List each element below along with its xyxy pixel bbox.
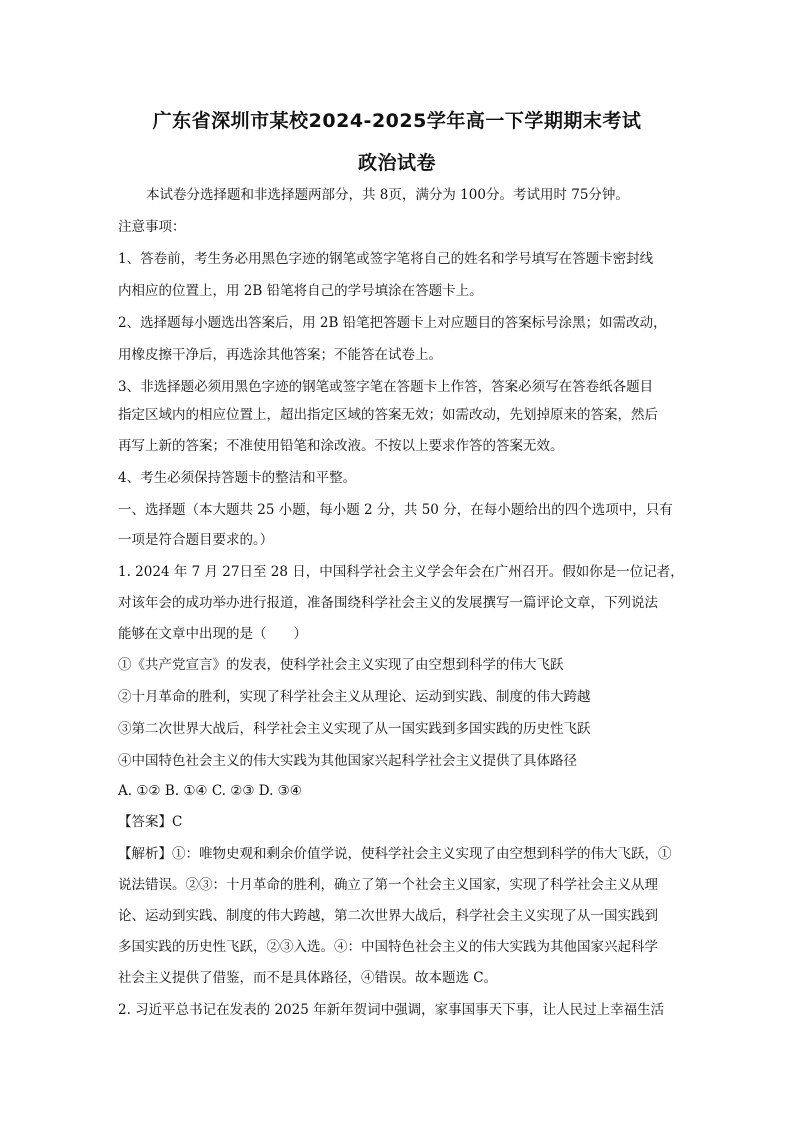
notes-line: 2、选择题每小题选出答案后，用 2B 铅笔把答题卡上对应题目的答案标号涂黑；如需改动， bbox=[118, 315, 667, 331]
analysis-line: 说法错误。②③：十月革命的胜利，确立了第一个社会主义国家，实现了科学社会主义从理 bbox=[118, 877, 658, 893]
question-stem: 对该年会的成功举办进行报道，准备围绕科学社会主义的发展撰写一篇评论文章，下列说法 bbox=[118, 595, 658, 611]
question-item: ②十月革命的胜利，实现了科学社会主义从理论、运动到实践、制度的伟大跨越 bbox=[118, 689, 591, 705]
notes-line: 指定区域内的相应位置上，超出指定区域的答案无效；如需改动，先划掉原来的答案，然后 bbox=[118, 407, 658, 423]
notes-line: 1、答卷前，考生务必用黑色字迹的钢笔或签字笔将自己的姓名和学号填写在答题卡密封线 bbox=[118, 251, 654, 267]
section-heading: 一项是符合题目要求的。） bbox=[118, 532, 274, 548]
answer-options: A. ①② B. ①④ C. ②③ D. ③④ bbox=[118, 783, 302, 799]
answer-key: 【答案】C bbox=[118, 814, 183, 830]
question-stem: 2. 习近平总书记在发表的 2025 年新年贺词中强调，家事国事天下事，让人民过上幸福生活 bbox=[118, 1002, 665, 1018]
analysis-line: 多国实践的历史性飞跃，②③入选。④：中国特色社会主义的伟大实践为其他国家兴起科学 bbox=[118, 939, 658, 955]
question-item: ④中国特色社会主义的伟大实践为其他国家兴起科学社会主义提供了具体路径 bbox=[118, 753, 577, 769]
analysis-line: 社会主义提供了借鉴，而不是具体路径，④错误。故本题选 C。 bbox=[118, 970, 498, 986]
notes-line: 4、考生必须保持答题卡的整洁和平整。 bbox=[118, 470, 357, 486]
notes-heading: 注意事项： bbox=[118, 219, 186, 235]
exam-title: 广东省深圳市某校2024-2025学年高一下学期期末考试 bbox=[152, 110, 642, 132]
analysis-line: 【解析】①：唯物史观和剩余价值学说，使科学社会主义实现了由空想到科学的伟大飞跃，① bbox=[118, 846, 672, 862]
notes-line: 再写上新的答案；不准使用铅笔和涂改液。不按以上要求作答的答案无效。 bbox=[118, 438, 564, 454]
question-stem: 1. 2024 年 7 月 27日至 28 日，中国科学社会主义学会年会在广州召开。假如你是一位记者， bbox=[118, 564, 684, 580]
notes-line: 3、非选择题必须用黑色字迹的钢笔或签字笔在答题卡上作答，答案必须写在答卷纸各题目 bbox=[118, 379, 654, 395]
question-item: ①《共产党宣言》的发表，使科学社会主义实现了由空想到科学的伟大飞跃 bbox=[118, 657, 564, 673]
intro-text: 本试卷分选择题和非选择题两部分，共 8页，满分为 100分。考试用时 75分钟。 bbox=[146, 187, 629, 203]
notes-line: 内相应的位置上，用 2B 铅笔将自己的学号填涂在答题卡上。 bbox=[118, 283, 483, 299]
question-stem: 能够在文章中出现的是（ ） bbox=[118, 626, 307, 642]
notes-line: 用橡皮擦干净后，再选涂其他答案；不能答在试卷上。 bbox=[118, 347, 442, 363]
exam-subject-title: 政治试卷 bbox=[357, 152, 436, 174]
question-item: ③第二次世界大战后，科学社会主义实现了从一国实践到多国实践的历史性飞跃 bbox=[118, 721, 591, 737]
analysis-line: 论、运动到实践、制度的伟大跨越，第二次世界大战后，科学社会主义实现了从一国实践到 bbox=[118, 908, 658, 924]
section-heading: 一、选择题（本大题共 25 小题，每小题 2 分，共 50 分，在每小题给出的四个选项中，只有 bbox=[118, 502, 673, 518]
